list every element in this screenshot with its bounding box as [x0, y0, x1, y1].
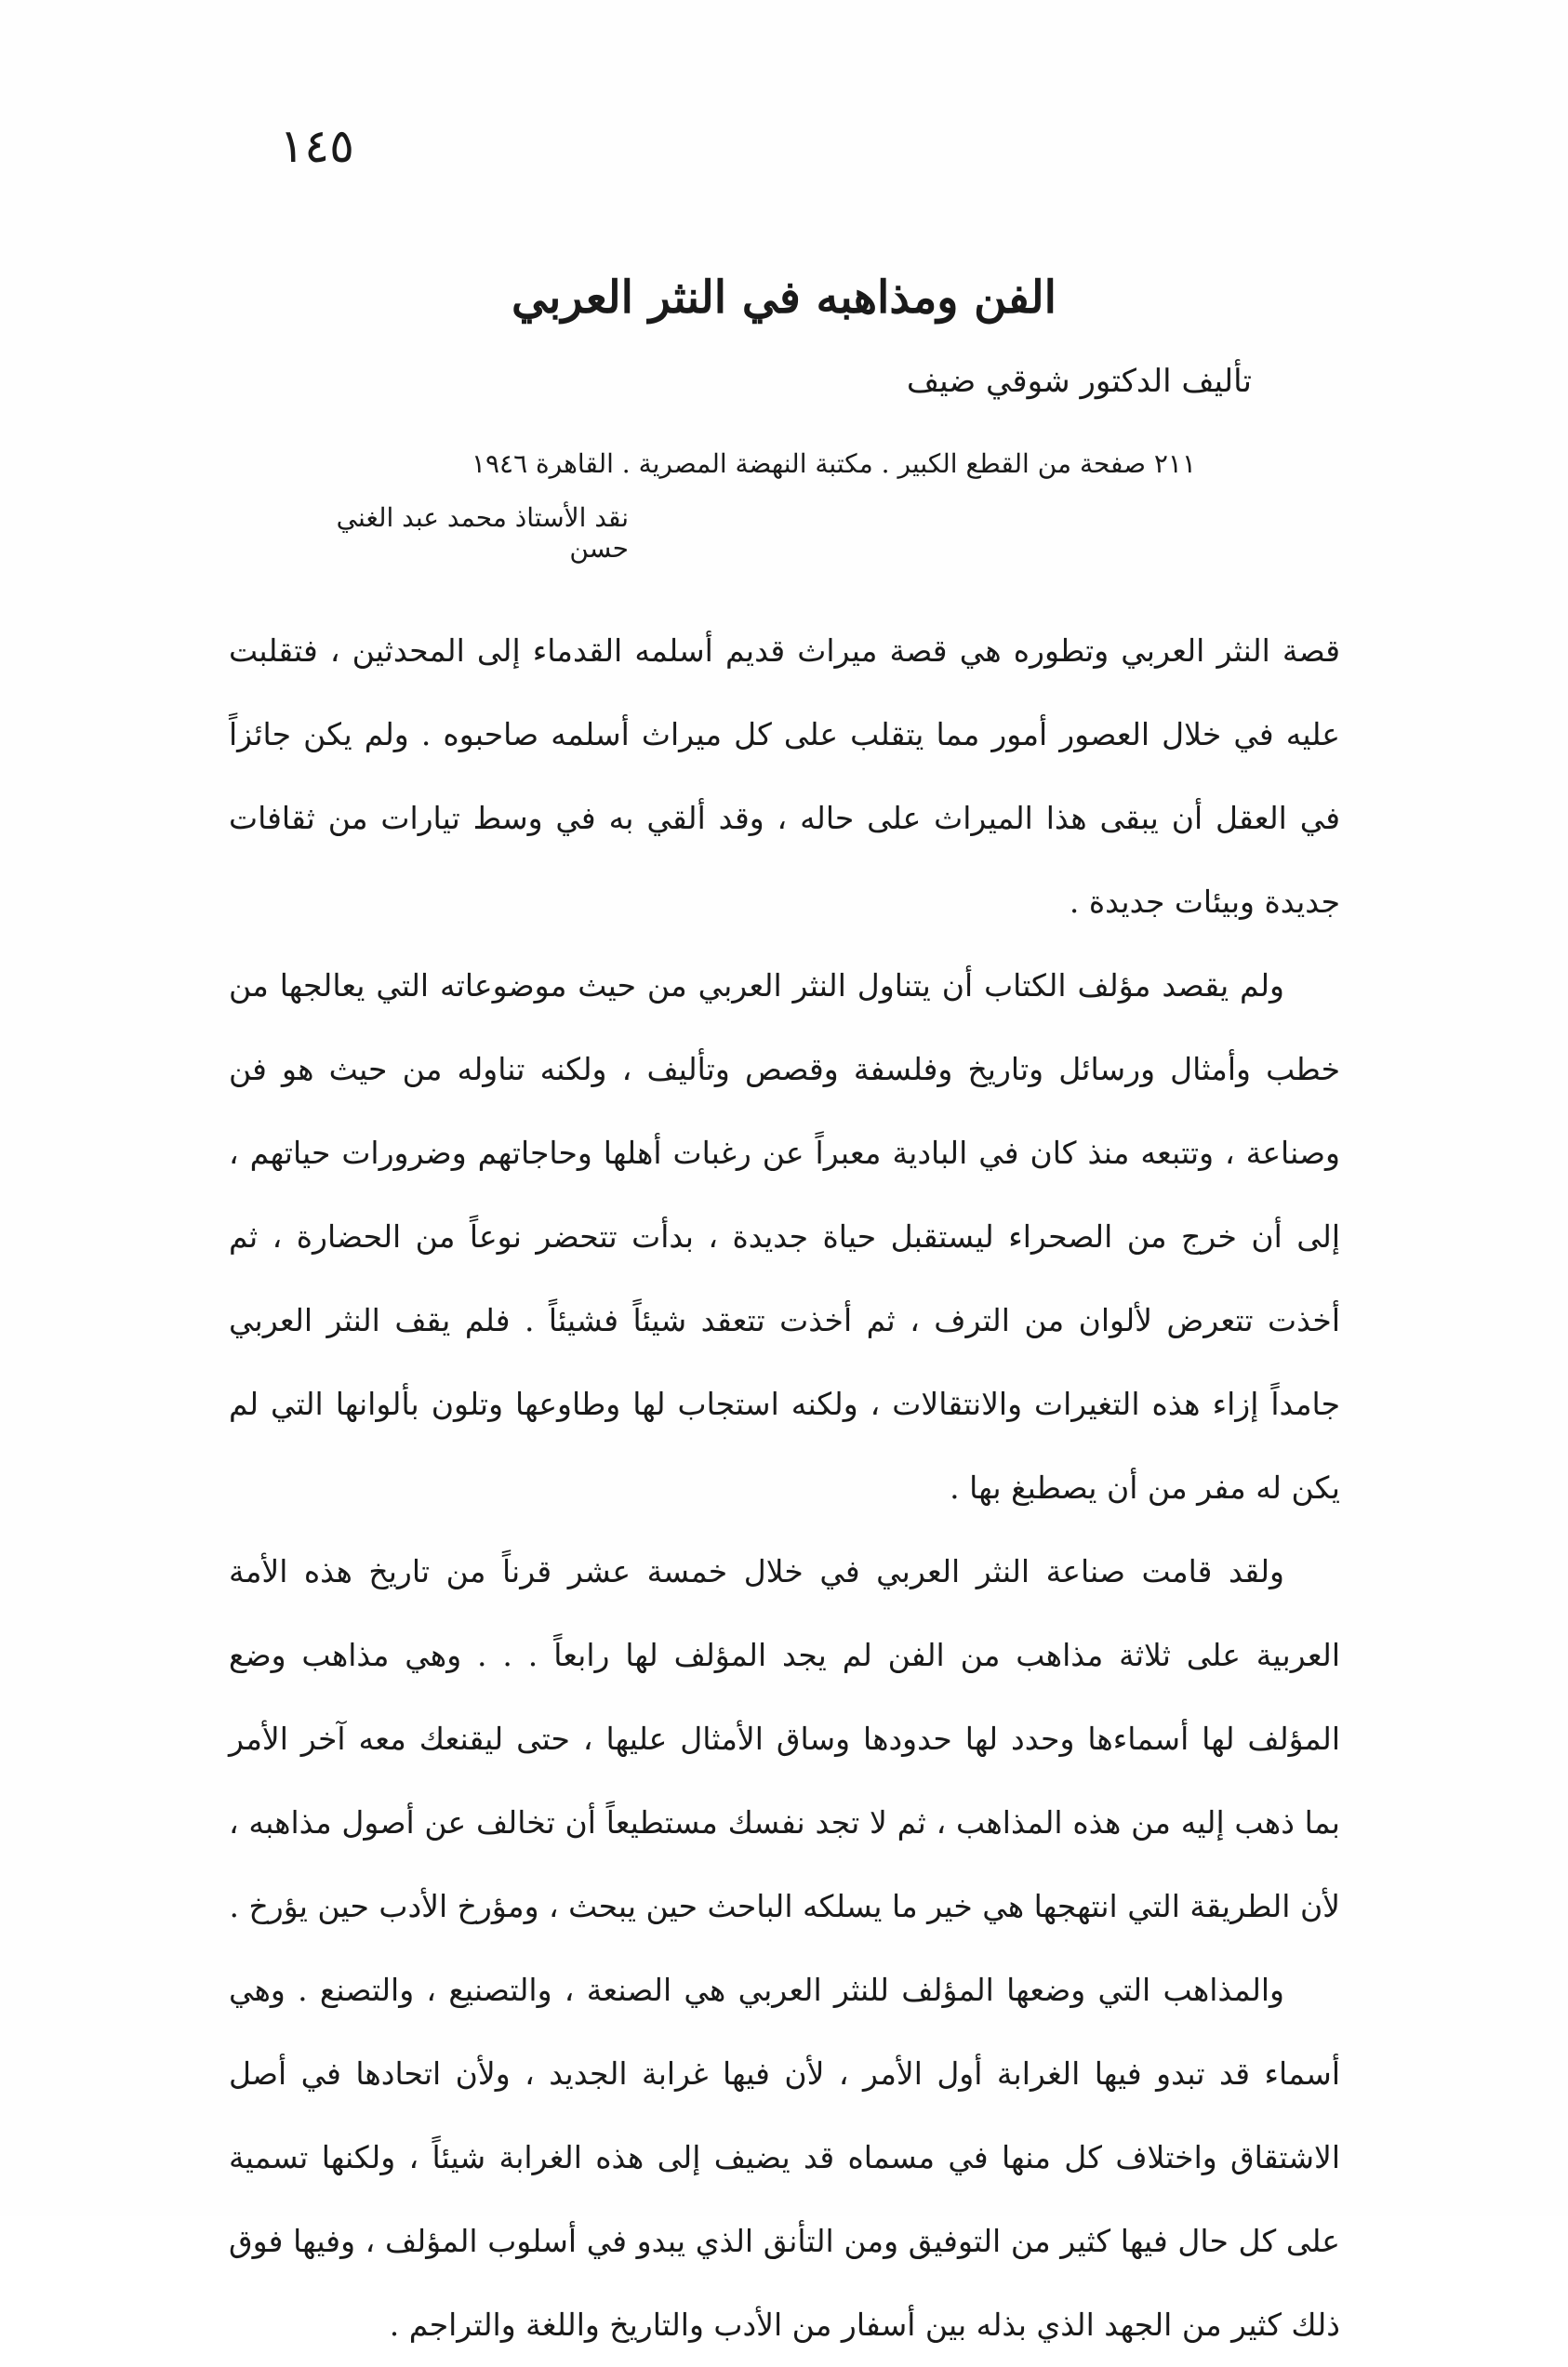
article-body — [229, 609, 1340, 2367]
publication-info: ٢١١ صفحة من القطع الكبير . مكتبة النهضة المصرية . القاهرة ١٩٤٦ — [471, 448, 1196, 479]
author-line: تأليف الدكتور شوقي ضيف — [906, 363, 1252, 400]
article-title: الفن ومذاهبه في النثر العربي — [512, 272, 1056, 324]
paragraph-1: قصة النثر العربي وتطوره هي قصة ميراث قديم أسلمه القدماء إلى المحدثين ، فتقلبت عليه في خلال العصور أمور مما يتقلب على كل ميراث أسلمه صاحبوه . ولم يكن جائزاً في العقل أن يبقى هذا الميراث على حاله ، وقد ألقي به في وسط تيارات من ثقافات جديدة وبيئات جديدة . — [229, 632, 1340, 920]
paragraph-3: ولقد قامت صناعة النثر العربي في خلال خمسة عشر قرناً من تاريخ هذه الأمة العربية على ثلاثة مذاهب من الفن لم يجد المؤلف لها رابعاً . . . وهي مذاهب وضع المؤلف لها أسماءها وحدد لها حدودها وساق الأمثال عليها ، حتى ليقنعك معه آخر الأمر بما ذهب إليه من هذه المذاهب ، ثم لا تجد نفسك مستطيعاً أن تخالف عن أصول مذاهبه ، لأن الطريقة التي انتهجها هي خير ما يسلكه الباحث حين يبحث ، ومؤرخ الأدب حين يؤرخ . — [229, 1553, 1340, 1924]
paragraph-2: ولم يقصد مؤلف الكتاب أن يتناول النثر العربي من حيث موضوعاته التي يعالجها من خطب وأمثال ورسائل وتاريخ وفلسفة وقصص وتأليف ، ولكنه تناوله من حيث هو فن وصناعة ، وتتبعه منذ كان في البادية معبراً عن رغبات أهلها وحاجاتهم وضرورات حياتهم ، إلى أن خرج من الصحراء ليستقبل حياة جديدة ، بدأت تتحضر نوعاً من الحضارة ، ثم أخذت تتعرض لألوان من الترف ، ثم أخذت تتعقد شيئاً فشيئاً . فلم يقف النثر العربي جامداً إزاء هذه التغيرات والانتقالات ، ولكنه استجاب لها وطاوعها وتلون بألوانها التي لم يكن له مفر من أن يصطبغ بها . — [229, 967, 1340, 1506]
review-credit: نقد الأستاذ محمد عبد الغني حسن — [336, 502, 629, 564]
page-number: ١٤٥ — [279, 119, 354, 173]
paragraph-4: والمذاهب التي وضعها المؤلف للنثر العربي هي الصنعة ، والتصنيع ، والتصنع . وهي أسماء قد تبدو فيها الغرابة أول الأمر ، لأن فيها غرابة الجديد ، ولأن اتحادها في أصل الاشتقاق واختلاف كل منها في مسماه قد يضيف إلى هذه الغرابة شيئاً ، ولكنها تسمية على كل حال فيها كثير من التوفيق ومن التأنق الذي يبدو في أسلوب المؤلف ، وفيها فوق ذلك كثير من الجهد الذي بذله بين أسفار من الأدب والتاريخ واللغة والتراجم . — [229, 1972, 1340, 2343]
